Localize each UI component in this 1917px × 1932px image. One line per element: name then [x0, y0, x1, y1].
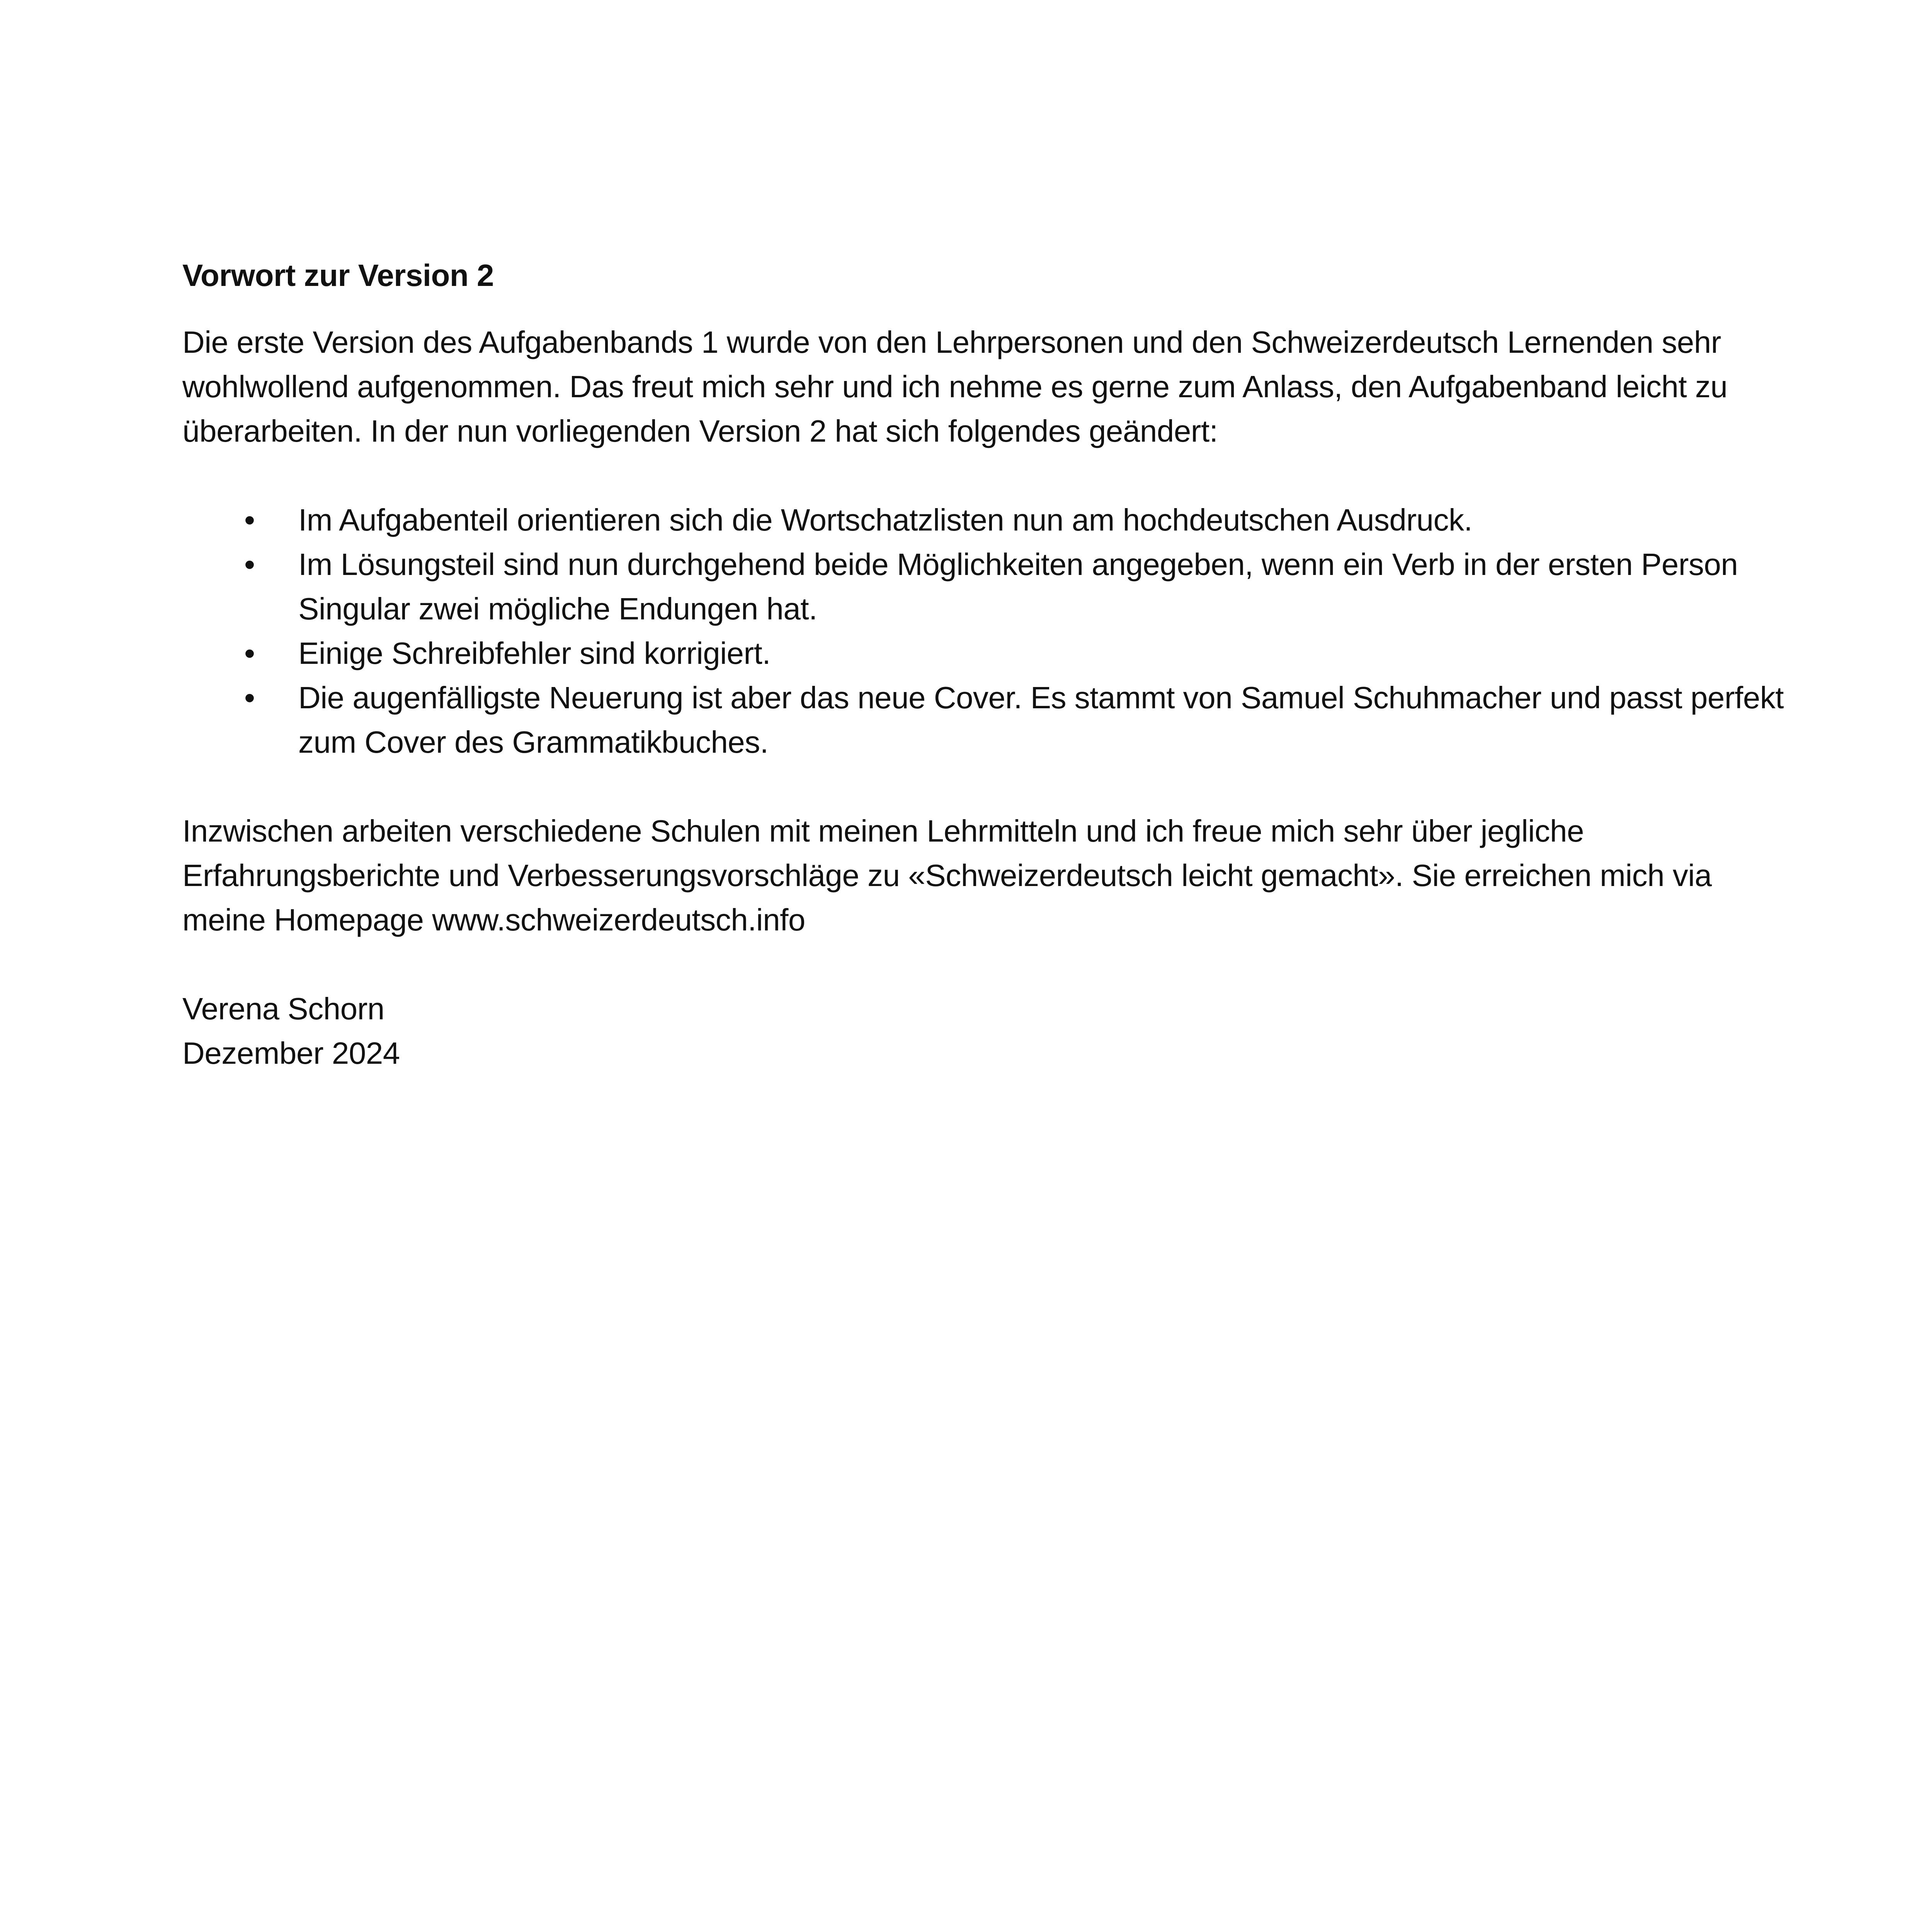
outro-paragraph: Inzwischen arbeiten verschiedene Schulen mit meinen Lehrmitteln und ich freue mich sehr über jegliche Erfahrungsberichte und Verbesserungsvorschläge zu «Schweizerdeutsch leicht gemacht». Sie erreichen mich via meine Homepage www.schweizerdeutsch.info: [182, 814, 1712, 937]
bullet-icon: •: [244, 503, 255, 537]
signature-date: Dezember 2024: [182, 1036, 400, 1070]
changes-list: [182, 498, 1805, 764]
page-title: Vorwort zur Version 2: [182, 258, 494, 293]
list-item: [182, 675, 1813, 764]
signature-block: [182, 986, 1805, 1075]
author-name: Verena Schorn: [182, 992, 384, 1026]
bullet-icon: •: [244, 636, 255, 670]
bullet-icon: •: [244, 680, 255, 715]
document-body: [182, 253, 1805, 1075]
list-item: [182, 498, 1813, 542]
list-item-text: Die augenfälligste Neuerung ist aber das neue Cover. Es stammt von Samuel Schuhmacher und passt perfekt zum Cover des Grammatikbuches.: [298, 680, 1784, 759]
bullet-icon: •: [244, 547, 255, 582]
list-item: [182, 631, 1813, 675]
list-item-text: Im Lösungsteil sind nun durchgehend beide Möglichkeiten angegeben, wenn ein Verb in der ersten Person Singular zwei mögliche Endungen hat.: [298, 547, 1738, 626]
list-item-text: Im Aufgabenteil orientieren sich die Wortschatzlisten nun am hochdeutschen Ausdruck.: [298, 503, 1473, 537]
list-item: [182, 542, 1813, 631]
intro-paragraph: Die erste Version des Aufgabenbands 1 wurde von den Lehrpersonen und den Schweizerdeutsch Lernenden sehr wohlwollend aufgenommen. Das freut mich sehr und ich nehme es gerne zum Anlass, den Aufgabenband leicht zu überarbeiten. In der nun vorliegenden Version 2 hat sich folgendes geändert:: [182, 325, 1728, 448]
list-item-text: Einige Schreibfehler sind korrigiert.: [298, 636, 771, 670]
